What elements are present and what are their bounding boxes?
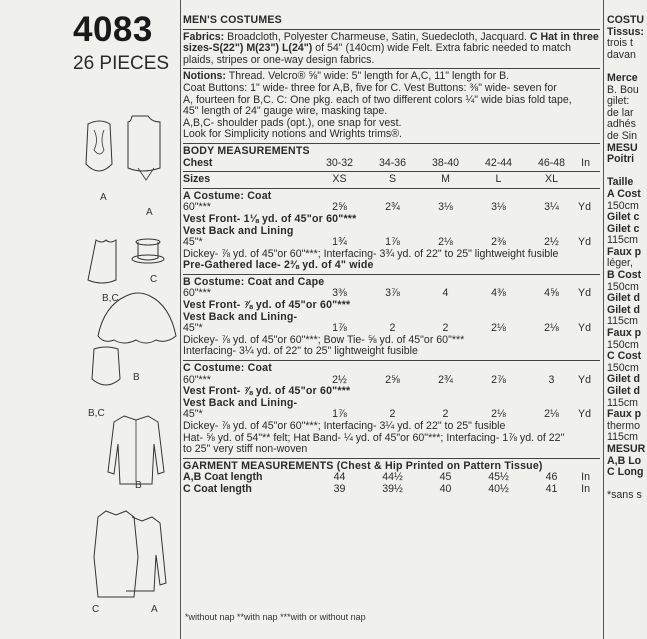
french-column-edge bbox=[607, 15, 647, 502]
pieces-count: 26 PIECES bbox=[73, 53, 170, 74]
french-text-line: Gilet d bbox=[607, 292, 640, 305]
french-text-line: léger, bbox=[607, 257, 633, 270]
french-text-line: 150cm bbox=[607, 361, 639, 374]
french-text-line: trois t bbox=[607, 37, 633, 50]
view-label: B bbox=[135, 480, 142, 491]
french-text-line: de lar bbox=[607, 106, 634, 119]
divider bbox=[183, 171, 600, 172]
b-dickey: Dickey- ⅞ yd. of 45"or 60"***; Bow Tie- ⅝ yd. of 45"or 60"*** bbox=[183, 333, 465, 346]
b-interfacing: Interfacing- 3¼ yd. of 22" to 25" lightweight fusible bbox=[183, 345, 418, 358]
french-text-line: 150cm bbox=[607, 199, 639, 212]
french-text-line: Faux p bbox=[607, 408, 642, 421]
french-text-line: *sans s bbox=[607, 489, 642, 502]
a-vest-back-row: 45"* 1¾ 1⅞ 2⅛ 2⅜ 2½ Yd bbox=[183, 236, 591, 249]
french-text-line: B. Bou bbox=[607, 83, 639, 96]
chest-row: Chest 30-32 34-36 38-40 42-44 46-48 In bbox=[183, 156, 590, 169]
french-text-line: A Cost bbox=[607, 187, 641, 200]
french-text-line: Poitri bbox=[607, 153, 635, 166]
french-text-line: Faux p bbox=[607, 245, 642, 258]
view-label: B bbox=[133, 372, 140, 383]
a-dickey: Dickey- ⅞ yd. of 45"or 60"***; Interfacing- 3¾ yd. of 22" to 25" lightweight fusible bbox=[183, 247, 559, 260]
french-text-line: MESU bbox=[607, 141, 638, 154]
view-a-dickey-vest-drawing bbox=[70, 112, 180, 212]
french-text-line: C Long bbox=[607, 466, 644, 479]
a-coat-row: 60"*** 2⅝ 2¾ 3⅛ 3⅛ 3¼ Yd bbox=[183, 201, 591, 214]
b-vest-front: Vest Front- ⅞ yd. of 45"or 60"*** bbox=[183, 299, 351, 312]
view-label: B,C bbox=[102, 293, 119, 304]
french-text-line: Gilet c bbox=[607, 211, 640, 224]
view-label: B,C bbox=[88, 408, 105, 419]
french-text-line: thermo bbox=[607, 419, 640, 432]
notions-text: Notions: Thread. Velcro® ⅝" wide: 5" length for A,C, 11" length for B. Coat Buttons: 1" wide- three for A,B, five for C. Vest Buttons: ⅜" wide- seven for A, fourteen for B,C. C: One pkg. each of two different colors ¼" wide bias fold tape, 45" length of 24" gauge wire, masking tape. A,B,C- shoulder pads (opt.), one snap for vest. Look for Simplicity notions and Wrights trims®. bbox=[183, 70, 572, 141]
french-text-line: Merce bbox=[607, 71, 638, 84]
french-text-line: 115cm bbox=[607, 315, 639, 328]
view-label: C bbox=[92, 604, 100, 615]
divider bbox=[183, 188, 600, 189]
french-text-line: Tissus: bbox=[607, 25, 644, 38]
c-hat-2: to 25" very stiff non-woven bbox=[183, 443, 308, 456]
french-text-line: 150cm bbox=[607, 280, 639, 293]
view-bc-dickey-drawing bbox=[86, 345, 126, 395]
view-ca-coats-drawing bbox=[86, 505, 178, 605]
line-art-column bbox=[0, 0, 178, 639]
section-title: MEN'S COSTUMES bbox=[183, 14, 282, 26]
c-hat: Hat- ⅝ yd. of 54"** felt; Hat Band- ¼ yd. of 45"or 60"***; Interfacing- 1⅞ yd. of 22" bbox=[183, 431, 565, 444]
a-vest-front: Vest Front- 1⅛ yd. of 45"or 60"*** bbox=[183, 212, 357, 225]
divider bbox=[183, 29, 600, 30]
divider bbox=[183, 143, 600, 144]
b-coat-row: 60"*** 3⅜ 3⅞ 4 4⅜ 4⅝ Yd bbox=[183, 287, 591, 300]
french-text-line: davan bbox=[607, 48, 636, 61]
c-vest-front: Vest Front- ⅞ yd. of 45"or 60"*** bbox=[183, 385, 351, 398]
french-text-line: Gilet c bbox=[607, 222, 640, 235]
view-label: A bbox=[151, 604, 158, 615]
b-vest-back: Vest Back and Lining- bbox=[183, 310, 298, 323]
a-vest-back: Vest Back and Lining bbox=[183, 224, 294, 237]
divider bbox=[183, 68, 600, 69]
pattern-number: 4083 bbox=[73, 10, 153, 49]
view-label: A bbox=[146, 207, 153, 218]
french-text-line: COSTU bbox=[607, 14, 645, 26]
french-text-line: gilet: bbox=[607, 95, 630, 108]
view-label: C bbox=[150, 274, 158, 285]
b-vest-back-row: 45"* 1⅞ 2 2 2⅛ 2⅛ Yd bbox=[183, 322, 591, 335]
french-text-line: Taille bbox=[607, 176, 634, 189]
view-b-coat-drawing bbox=[96, 410, 176, 490]
body-measurements-title: BODY MEASUREMENTS bbox=[183, 144, 310, 157]
divider bbox=[183, 274, 600, 275]
french-text-line: 115cm bbox=[607, 234, 639, 247]
c-costume-title: C Costume: Coat bbox=[183, 362, 272, 375]
ab-coat-length-row: A,B Coat length 44 44½ 45 45½ 46 In bbox=[183, 471, 590, 484]
fabrics-text: Fabrics: Broadcloth, Polyester Charmeuse, Satin, Suedecloth, Jacquard. C Hat in three sizes-S(22") M(23") L(24") of 54" (140cm) wide Felt. Extra fabric needed to match plaids, stripes or one-way design fabrics. bbox=[183, 30, 599, 66]
french-text-line: Gilet d bbox=[607, 303, 640, 316]
view-label: A bbox=[100, 192, 107, 203]
c-vest-back: Vest Back and Lining- bbox=[183, 396, 298, 409]
french-text-line: MESUR bbox=[607, 442, 646, 455]
divider bbox=[183, 458, 600, 459]
c-coat-row: 60"*** 2½ 2⅝ 2¾ 2⅞ 3 Yd bbox=[183, 373, 591, 386]
garment-measurements-title: GARMENT MEASUREMENTS (Chest & Hip Printed on Pattern Tissue) bbox=[183, 459, 543, 472]
yardage-chart bbox=[183, 15, 600, 496]
french-text-line: Faux p bbox=[607, 327, 642, 340]
a-costume-title: A Costume: Coat bbox=[183, 189, 272, 202]
c-coat-length-row: C Coat length 39 39½ 40 40½ 41 In bbox=[183, 482, 590, 495]
french-text-line: de Sin bbox=[607, 129, 638, 142]
b-costume-title: B Costume: Coat and Cape bbox=[183, 275, 325, 288]
column-divider bbox=[180, 0, 181, 639]
divider bbox=[183, 360, 600, 361]
sizes-row: Sizes XS S M L XL bbox=[183, 173, 558, 186]
column-divider bbox=[603, 0, 604, 639]
french-text-line: adhés bbox=[607, 118, 636, 131]
footnote: *without nap **with nap ***with or without nap bbox=[185, 612, 366, 622]
french-text-line: B Cost bbox=[607, 269, 642, 282]
c-dickey: Dickey- ⅞ yd. of 45"or 60"***; Interfacing- 3¼ yd. of 22" to 25" fusible bbox=[183, 420, 506, 432]
french-text-line: 115cm bbox=[607, 396, 639, 409]
french-text-line: 115cm bbox=[607, 431, 639, 444]
french-text-line: C Cost bbox=[607, 350, 642, 363]
french-text-line: Gilet d bbox=[607, 373, 640, 386]
french-text-line: 150cm bbox=[607, 338, 639, 351]
view-bc-vest-hat-drawing bbox=[88, 232, 178, 292]
french-text-line: Gilet d bbox=[607, 385, 640, 397]
a-lace: Pre-Gathered lace- 2⅜ yd. of 4" wide bbox=[183, 259, 374, 272]
french-text-line: A,B Lo bbox=[607, 454, 642, 467]
c-vest-back-row: 45"* 1⅞ 2 2 2⅛ 2⅛ Yd bbox=[183, 408, 591, 421]
